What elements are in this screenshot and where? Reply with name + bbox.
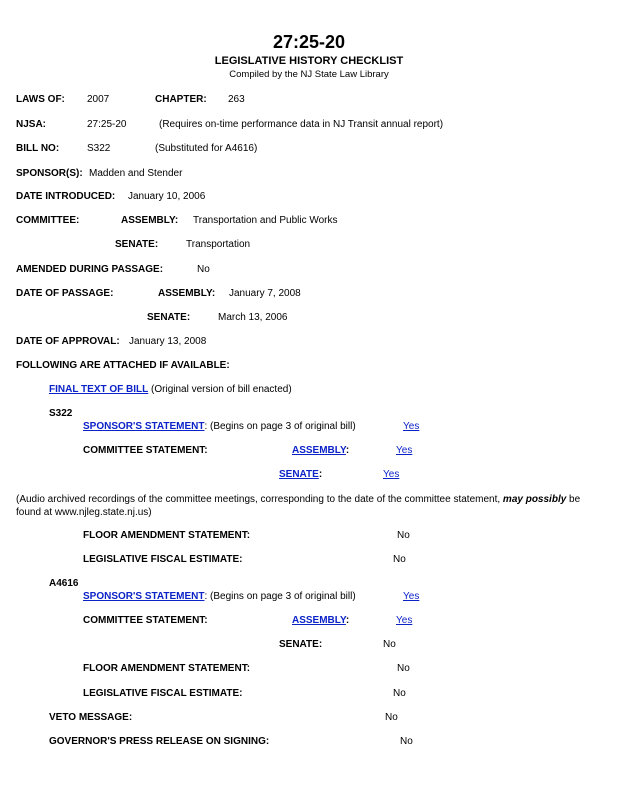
s322-assembly-yes-link[interactable]: Yes: [396, 445, 413, 456]
bill-no-value: S322: [87, 143, 111, 154]
s322-assembly-row: [292, 445, 349, 457]
attached-heading: FOLLOWING ARE ATTACHED IF AVAILABLE:: [16, 360, 230, 371]
s322-senate-link[interactable]: SENATE: [279, 469, 319, 480]
a4616-sponsor-statement-link[interactable]: SPONSOR'S STATEMENT: [83, 591, 205, 602]
date-introduced-value: January 10, 2006: [128, 191, 206, 202]
page-title: 27:25-20: [272, 32, 346, 52]
s322-floor-amendment-label: FLOOR AMENDMENT STATEMENT:: [83, 530, 251, 541]
a4616-label: A4616: [49, 578, 79, 589]
laws-of-label: LAWS OF:: [16, 94, 65, 105]
audio-note-emphasis: may possibly: [502, 494, 567, 505]
s322-assembly-colon: :: [345, 445, 350, 456]
audio-note-part-1: (Audio archived recordings of the committee meetings, corresponding to the date of the committee statement,: [16, 494, 503, 505]
chapter-value: 263: [228, 94, 245, 105]
veto-message-label: VETO MESSAGE:: [49, 712, 133, 723]
s322-fiscal-estimate-value: No: [393, 554, 406, 565]
approval-label: DATE OF APPROVAL:: [16, 336, 120, 347]
final-text-note: (Original version of bill enacted): [151, 384, 292, 395]
s322-floor-amendment-value: No: [397, 530, 410, 541]
a4616-committee-statement-label: COMMITTEE STATEMENT:: [83, 615, 208, 626]
committee-senate-value: Transportation: [186, 239, 251, 250]
amended-label: AMENDED DURING PASSAGE:: [16, 264, 164, 275]
committee-label: COMMITTEE:: [16, 215, 80, 226]
passage-senate-value: March 13, 2006: [218, 312, 288, 323]
njsa-label: NJSA:: [16, 119, 47, 130]
a4616-senate-label: SENATE:: [279, 639, 323, 650]
sponsors-value: Madden and Stender: [89, 168, 183, 179]
s322-label: S322: [49, 408, 73, 419]
s322-sponsor-statement-link[interactable]: SPONSOR'S STATEMENT: [83, 421, 205, 432]
committee-assembly-value: Transportation and Public Works: [193, 215, 338, 226]
passage-senate-label: SENATE:: [147, 312, 191, 323]
a4616-floor-amendment-value: No: [397, 663, 410, 674]
laws-of-value: 2007: [87, 94, 110, 105]
s322-committee-statement-label: COMMITTEE STATEMENT:: [83, 445, 208, 456]
a4616-fiscal-estimate-label: LEGISLATIVE FISCAL ESTIMATE:: [83, 688, 243, 699]
passage-assembly-value: January 7, 2008: [229, 288, 301, 299]
a4616-assembly-link[interactable]: ASSEMBLY: [292, 615, 346, 626]
veto-message-value: No: [385, 712, 398, 723]
s322-sponsor-statement-yes-link[interactable]: Yes: [403, 421, 420, 432]
s322-senate-colon: :: [318, 469, 323, 480]
committee-senate-label: SENATE:: [115, 239, 159, 250]
njsa-value: 27:25-20: [87, 119, 127, 130]
approval-value: January 13, 2008: [129, 336, 207, 347]
committee-assembly-label: ASSEMBLY:: [121, 215, 179, 226]
final-text-row: [49, 384, 292, 396]
a4616-assembly-row: [292, 615, 349, 627]
date-introduced-label: DATE INTRODUCED:: [16, 191, 116, 202]
passage-label: DATE OF PASSAGE:: [16, 288, 114, 299]
a4616-assembly-yes-link[interactable]: Yes: [396, 615, 413, 626]
s322-sponsor-statement-note: : (Begins on page 3 of original bill): [204, 421, 356, 432]
audio-archive-note: [16, 493, 606, 519]
amended-value: No: [197, 264, 210, 275]
chapter-label: CHAPTER:: [155, 94, 207, 105]
compiled-by: Compiled by the NJ State Law Library: [229, 69, 389, 80]
press-release-value: No: [400, 736, 413, 747]
a4616-assembly-colon: :: [345, 615, 350, 626]
s322-assembly-link[interactable]: ASSEMBLY: [292, 445, 346, 456]
bill-no-note: (Substituted for A4616): [155, 143, 258, 154]
press-release-label: GOVERNOR'S PRESS RELEASE ON SIGNING:: [49, 736, 270, 747]
bill-no-label: BILL NO:: [16, 143, 60, 154]
s322-sponsor-statement-row: [83, 421, 356, 433]
page-subtitle: LEGISLATIVE HISTORY CHECKLIST: [214, 55, 404, 67]
s322-senate-row: [279, 469, 322, 481]
sponsors-label: SPONSOR(S):: [16, 168, 83, 179]
final-text-link[interactable]: FINAL TEXT OF BILL: [49, 384, 149, 395]
passage-assembly-label: ASSEMBLY:: [158, 288, 216, 299]
a4616-fiscal-estimate-value: No: [393, 688, 406, 699]
audio-note-part-2: be found at www.njleg.state.nj.us): [16, 494, 581, 518]
a4616-floor-amendment-label: FLOOR AMENDMENT STATEMENT:: [83, 663, 251, 674]
njsa-note: (Requires on-time performance data in NJ Transit annual report): [159, 119, 444, 130]
a4616-sponsor-statement-note: : (Begins on page 3 of original bill): [204, 591, 356, 602]
a4616-senate-value: No: [383, 639, 396, 650]
s322-senate-yes-link[interactable]: Yes: [383, 469, 400, 480]
s322-fiscal-estimate-label: LEGISLATIVE FISCAL ESTIMATE:: [83, 554, 243, 565]
a4616-sponsor-statement-row: [83, 591, 356, 603]
a4616-sponsor-statement-yes-link[interactable]: Yes: [403, 591, 420, 602]
